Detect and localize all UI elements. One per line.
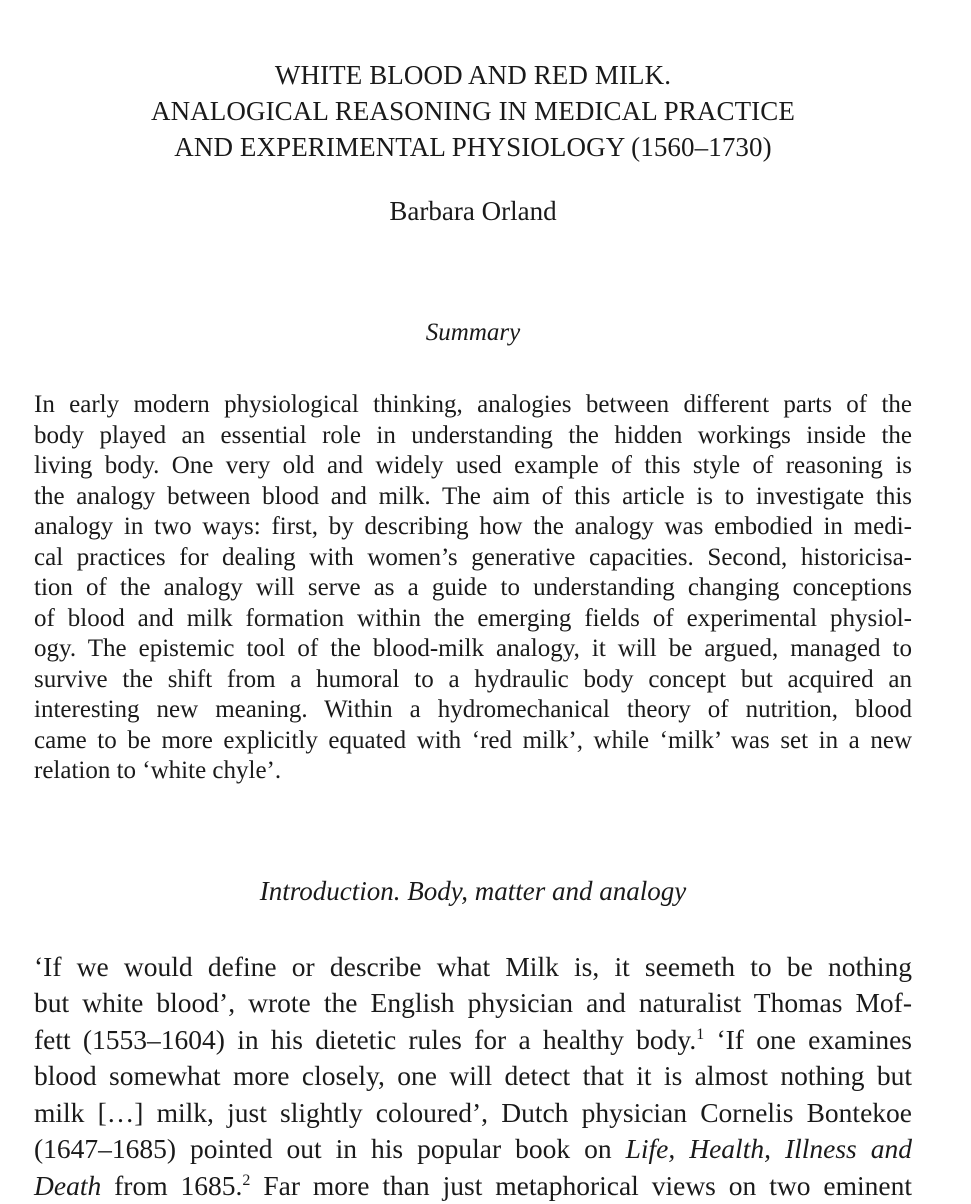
abstract-line: survive the shift from a humoral to a hydraulic body concept but acquired an — [34, 665, 912, 696]
title-line: WHITE BLOOD AND RED MILK. — [34, 57, 912, 93]
body-line — [34, 1168, 912, 1204]
body-text-run: (1647–1685) pointed out in his popular book on — [34, 1133, 626, 1164]
abstract-line: the analogy between blood and milk. The aim of this article is to investigate this — [34, 482, 912, 513]
abstract-line: relation to ‘white chyle’. — [34, 756, 912, 787]
body-text-run: fett (1553–1604) in his dietetic rules for a healthy body. — [34, 1024, 696, 1055]
abstract-line: of blood and milk formation within the emerging fields of experimental physiol- — [34, 604, 912, 635]
article-page — [34, 0, 912, 1204]
summary-heading: Summary — [34, 317, 912, 349]
body-line — [34, 1022, 912, 1059]
abstract-line: body played an essential role in understanding the hidden workings inside the — [34, 421, 912, 452]
article-title — [34, 57, 912, 165]
body-line: milk […] milk, just slightly coloured’, Dutch physician Cornelis Bontekoe — [34, 1095, 912, 1132]
body-text-run: ‘If one examines — [704, 1024, 912, 1055]
abstract-line: In early modern physiological thinking, analogies between different parts of the — [34, 390, 912, 421]
abstract-line: analogy in two ways: first, by describing how the analogy was embodied in medi- — [34, 512, 912, 543]
body-line: but white blood’, wrote the English physician and naturalist Thomas Mof- — [34, 985, 912, 1022]
body-text-run: from 1685. — [101, 1170, 242, 1201]
abstract-line: tion of the analogy will serve as a guide to understanding changing conceptions — [34, 573, 912, 604]
summary-abstract — [34, 390, 912, 787]
section-heading: Introduction. Body, matter and analogy — [34, 874, 912, 908]
body-line: ‘If we would define or describe what Milk is, it seemeth to be nothing — [34, 949, 912, 986]
abstract-line: ogy. The epistemic tool of the blood-milk analogy, it will be argued, managed to — [34, 634, 912, 665]
body-text-run: Far more than just metaphorical views on two eminent — [250, 1170, 912, 1201]
footnote-marker[interactable]: 2 — [242, 1171, 250, 1188]
author-name: Barbara Orland — [34, 193, 912, 229]
body-line: blood somewhat more closely, one will detect that it is almost nothing but — [34, 1058, 912, 1095]
abstract-line: came to be more explicitly equated with ‘red milk’, while ‘milk’ was set in a new — [34, 726, 912, 757]
title-line: ANALOGICAL REASONING IN MEDICAL PRACTICE — [34, 93, 912, 129]
introduction-paragraph — [34, 949, 912, 1204]
book-title-run: Life, Health, Illness and — [626, 1133, 912, 1164]
footnote-marker[interactable]: 1 — [696, 1025, 704, 1042]
abstract-line: interesting new meaning. Within a hydromechanical theory of nutrition, blood — [34, 695, 912, 726]
abstract-line: living body. One very old and widely used example of this style of reasoning is — [34, 451, 912, 482]
body-line — [34, 1131, 912, 1168]
abstract-line: cal practices for dealing with women’s generative capacities. Second, historicisa- — [34, 543, 912, 574]
book-title-run: Death — [34, 1170, 101, 1201]
title-line: AND EXPERIMENTAL PHYSIOLOGY (1560–1730) — [34, 129, 912, 165]
